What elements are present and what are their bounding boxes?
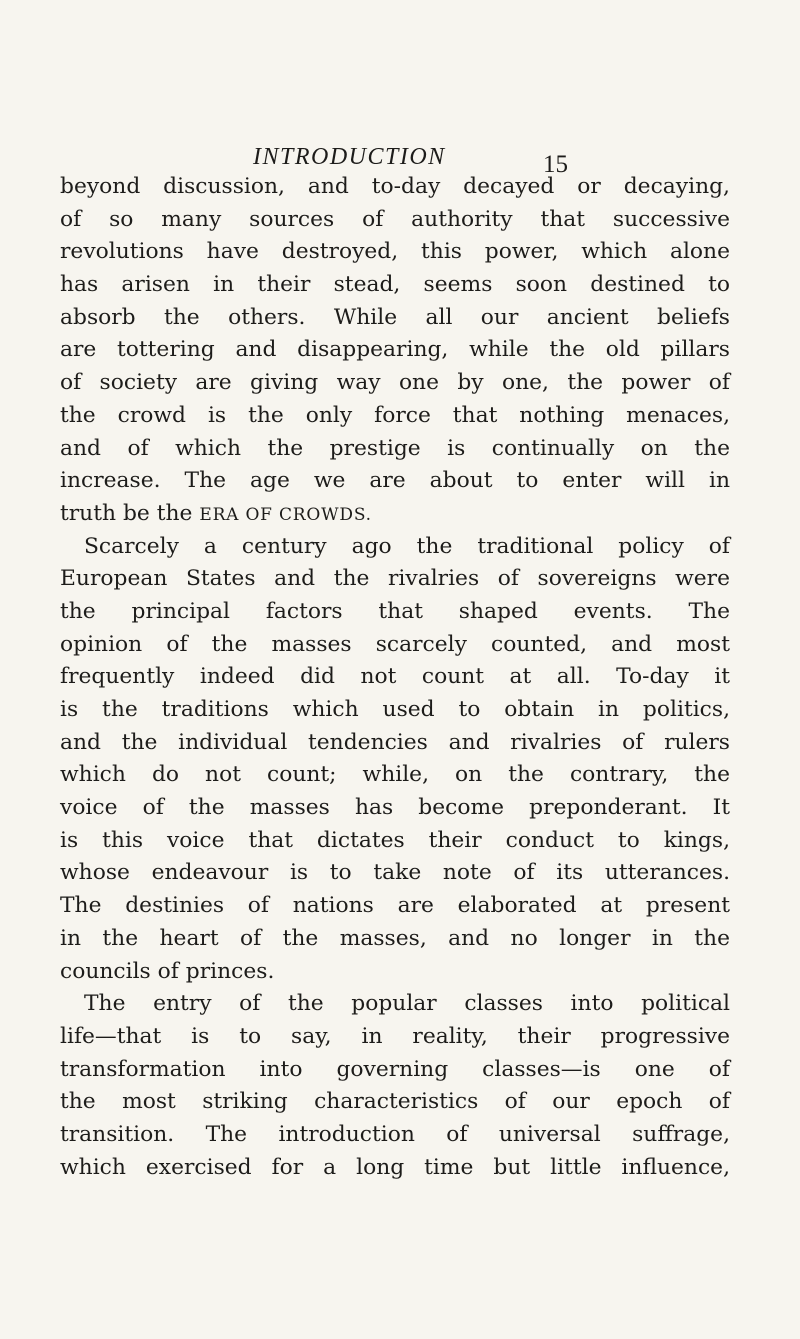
text-line: of so many sources of authority that successive [60,206,730,232]
text-line: The destinies of nations are elaborated at present [60,893,730,919]
text-line-paragraph-start: The entry of the popular classes into political [84,991,730,1017]
text-line: and of which the prestige is continually on the [60,435,730,461]
text-line: European States and the rivalries of sovereigns were [60,566,730,592]
text-line: has arisen in their stead, seems soon destined to [60,272,730,298]
running-title: INTRODUCTION [253,144,446,170]
text-line: the principal factors that shaped events. The [60,598,730,624]
text-line: absorb the others. While all our ancient beliefs [60,304,730,330]
text-line: are tottering and disappearing, while the old pillars [60,337,730,363]
page-number: 15 [543,151,568,178]
text-line: voice of the masses has become preponderant. It [60,795,730,821]
text-line-paragraph-end [60,498,730,531]
text-line: and the individual tendencies and rivalries of rulers [60,729,730,755]
text-line: which do not count; while, on the contrary, the [60,762,730,788]
text-line: transition. The introduction of universal suffrage, [60,1121,730,1147]
text-line: frequently indeed did not count at all. To-day it [60,664,730,690]
text-line: which exercised for a long time but little influence, [60,1154,730,1180]
text-line: increase. The age we are about to enter will in [60,468,730,494]
text-line-paragraph-start: Scarcely a century ago the traditional policy of [84,533,730,559]
text-line: beyond discussion, and to-day decayed or decaying, [60,174,730,199]
text-line: transformation into governing classes—is one of [60,1056,730,1082]
text-fragment: truth be the [60,500,193,526]
text-line: in the heart of the masses, and no longer in the [60,925,730,951]
text-line-paragraph-end: councils of princes. [60,958,275,984]
text-line: is this voice that dictates their conduct to kings, [60,827,730,853]
text-line: is the traditions which used to obtain in politics, [60,697,730,722]
text-line: the crowd is the only force that nothing menaces, [60,402,730,428]
text-line: whose endeavour is to take note of its utterances. [60,860,730,886]
body-text [60,171,730,1184]
text-line: the most striking characteristics of our epoch of [60,1089,730,1115]
small-caps-phrase: ERA OF CROWDS. [199,504,372,525]
text-line: opinion of the masses scarcely counted, and most [60,631,730,657]
text-line: life—that is to say, in reality, their progressive [60,1023,730,1049]
text-line: revolutions have destroyed, this power, which alone [60,239,730,265]
text-line: of society are giving way one by one, the power of [60,370,730,396]
